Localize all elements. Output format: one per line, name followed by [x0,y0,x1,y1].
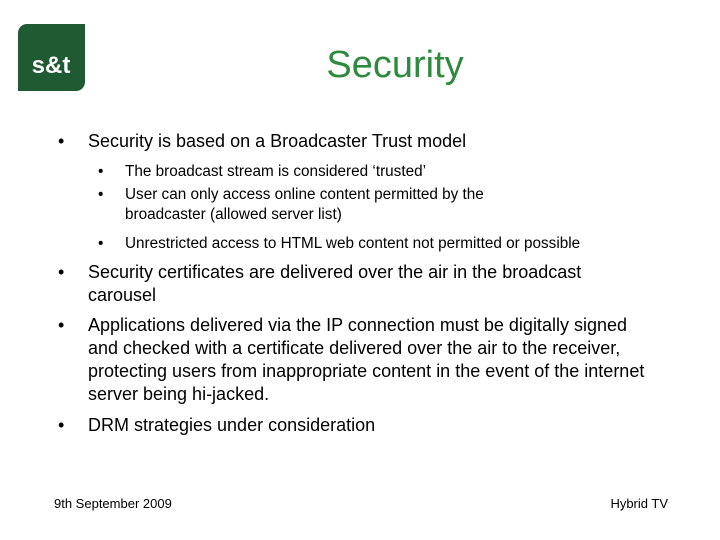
sub-bullet-text: Unrestricted access to HTML web content not permitted or possible [125,235,581,252]
sub-bullet-marker: • [98,163,104,180]
bullet-text: Applications delivered via the IP connection must be digitally signed and checked with a certificate delivered over the air to the receiver, protecting users from inappropriate content in the event of the internet server being hi-jacked. [88,315,645,404]
bullet-marker: • [58,415,65,435]
bullet-text: DRM strategies under consideration [88,415,376,435]
slide-title: Security [326,44,464,86]
sub-bullet-text: The broadcast stream is considered ‘trusted’ [125,163,426,180]
logo-text: s&t [31,52,71,79]
footer-date: 9th September 2009 [54,496,172,511]
footer-title: Hybrid TV [610,496,668,511]
bullet-marker: • [58,262,65,282]
bullet-text: Security certificates are delivered over the air in the broadcast carousel [88,262,582,305]
s-and-t-logo [18,24,85,91]
sub-bullet-marker: • [98,186,104,203]
sub-bullet-text: User can only access online content permitted by the broadcaster (allowed server list) [125,186,484,223]
sub-bullet-marker: • [98,235,104,252]
bullet-text: Security is based on a Broadcaster Trust model [88,131,467,151]
bullet-marker: • [58,315,65,335]
bullet-marker: • [58,131,65,151]
